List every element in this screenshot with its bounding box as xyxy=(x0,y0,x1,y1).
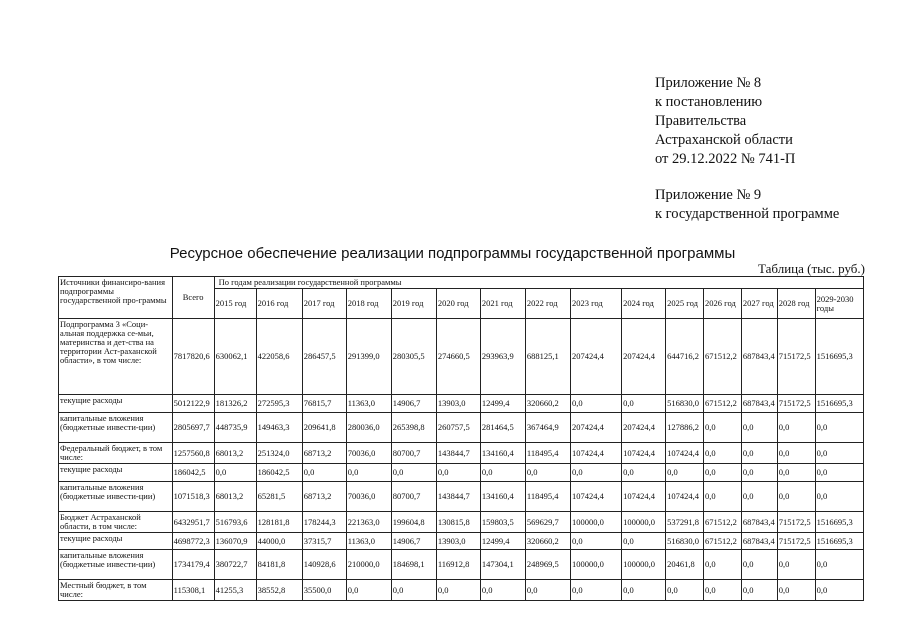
row-value: 68013,2 xyxy=(214,443,256,464)
row-total: 186042,5 xyxy=(172,464,214,482)
row-value: 280036,0 xyxy=(346,413,391,443)
row-value: 248969,5 xyxy=(525,550,570,580)
row-total: 6432951,7 xyxy=(172,512,214,533)
row-value: 41255,3 xyxy=(214,580,256,601)
row-value: 130815,8 xyxy=(436,512,480,533)
row-value: 272595,3 xyxy=(256,395,302,413)
row-total: 1734179,4 xyxy=(172,550,214,580)
row-value: 184698,1 xyxy=(391,550,436,580)
row-value: 0,0 xyxy=(741,413,777,443)
table-row xyxy=(59,395,864,413)
row-value: 687843,4 xyxy=(741,533,777,550)
row-value: 0,0 xyxy=(436,464,480,482)
row-value: 0,0 xyxy=(214,464,256,482)
row-value: 181326,2 xyxy=(214,395,256,413)
row-value: 118495,4 xyxy=(525,482,570,512)
row-value: 70036,0 xyxy=(346,482,391,512)
row-value: 0,0 xyxy=(302,464,346,482)
row-value: 0,0 xyxy=(777,550,815,580)
row-label: капитальные вложения (бюджетные инвести-ции) xyxy=(59,413,173,443)
row-value: 569629,7 xyxy=(525,512,570,533)
row-value: 0,0 xyxy=(525,464,570,482)
row-value: 0,0 xyxy=(704,550,742,580)
appendix-line: Правительства xyxy=(655,113,747,129)
row-value: 715172,5 xyxy=(777,319,815,395)
row-value: 0,0 xyxy=(436,580,480,601)
row-value: 68013,2 xyxy=(214,482,256,512)
row-value: 281464,5 xyxy=(480,413,525,443)
row-value: 0,0 xyxy=(741,443,777,464)
row-value: 0,0 xyxy=(704,413,742,443)
row-value: 143844,7 xyxy=(436,482,480,512)
appendix-line: от 29.12.2022 № 741-П xyxy=(655,151,796,167)
row-value: 37315,7 xyxy=(302,533,346,550)
row-value: 320660,2 xyxy=(525,395,570,413)
row-value: 422058,6 xyxy=(256,319,302,395)
row-value: 100000,0 xyxy=(622,512,666,533)
row-label: Подпрограмма 3 «Соци-альная поддержка се-мьи, материнства и дет-ства на территории Аст-раханской области», в том числе: xyxy=(59,319,173,395)
row-value: 0,0 xyxy=(570,395,621,413)
row-label: текущие расходы xyxy=(59,395,173,413)
row-value: 0,0 xyxy=(815,443,863,464)
row-value: 13903,0 xyxy=(436,395,480,413)
header-year: 2026 год xyxy=(704,289,742,319)
row-value: 118495,4 xyxy=(525,443,570,464)
row-value: 13903,0 xyxy=(436,533,480,550)
row-value: 0,0 xyxy=(777,482,815,512)
row-value: 107424,4 xyxy=(622,482,666,512)
appendix-block xyxy=(655,74,895,224)
table-row xyxy=(59,580,864,601)
row-value: 715172,5 xyxy=(777,512,815,533)
row-value: 0,0 xyxy=(815,413,863,443)
row-value: 12499,4 xyxy=(480,395,525,413)
row-value: 687843,4 xyxy=(741,512,777,533)
row-value: 107424,4 xyxy=(570,443,621,464)
header-years-group: По годам реализации государственной программы xyxy=(214,277,863,289)
row-value: 0,0 xyxy=(777,413,815,443)
row-value: 107424,4 xyxy=(570,482,621,512)
row-value: 178244,3 xyxy=(302,512,346,533)
row-value: 107424,4 xyxy=(666,482,704,512)
table-row xyxy=(59,482,864,512)
row-total: 115308,1 xyxy=(172,580,214,601)
row-value: 0,0 xyxy=(777,443,815,464)
document-title: Ресурсное обеспечение реализации подпрограммы государственной программы xyxy=(169,245,736,262)
row-value: 0,0 xyxy=(666,580,704,601)
row-value: 207424,4 xyxy=(570,413,621,443)
row-value: 687843,4 xyxy=(741,319,777,395)
row-value: 0,0 xyxy=(391,580,436,601)
header-source: Источники финансиро-вания подпрограммы государственной про-граммы xyxy=(59,277,173,319)
header-year: 2029-2030 годы xyxy=(815,289,863,319)
row-value: 0,0 xyxy=(815,482,863,512)
row-value: 221363,0 xyxy=(346,512,391,533)
row-value: 0,0 xyxy=(622,580,666,601)
row-value: 107424,4 xyxy=(666,443,704,464)
row-total: 2805697,7 xyxy=(172,413,214,443)
table-row xyxy=(59,319,864,395)
row-value: 1516695,3 xyxy=(815,395,863,413)
row-value: 35500,0 xyxy=(302,580,346,601)
row-value: 80700,7 xyxy=(391,443,436,464)
row-value: 671512,2 xyxy=(704,512,742,533)
table-row xyxy=(59,512,864,533)
row-value: 274660,5 xyxy=(436,319,480,395)
row-value: 0,0 xyxy=(391,464,436,482)
header-year: 2024 год xyxy=(622,289,666,319)
row-value: 44000,0 xyxy=(256,533,302,550)
row-value: 80700,7 xyxy=(391,482,436,512)
row-value: 134160,4 xyxy=(480,443,525,464)
row-value: 140928,6 xyxy=(302,550,346,580)
row-value: 516830,0 xyxy=(666,395,704,413)
row-value: 186042,5 xyxy=(256,464,302,482)
appendix-line: Астраханской области xyxy=(655,132,793,148)
row-value: 644716,2 xyxy=(666,319,704,395)
row-value: 0,0 xyxy=(480,580,525,601)
row-value: 265398,8 xyxy=(391,413,436,443)
row-value: 291399,0 xyxy=(346,319,391,395)
row-value: 0,0 xyxy=(777,464,815,482)
header-year: 2017 год xyxy=(302,289,346,319)
row-value: 0,0 xyxy=(704,464,742,482)
table-row xyxy=(59,550,864,580)
row-value: 293963,9 xyxy=(480,319,525,395)
row-value: 380722,7 xyxy=(214,550,256,580)
row-value: 715172,5 xyxy=(777,533,815,550)
row-value: 516830,0 xyxy=(666,533,704,550)
row-value: 448735,9 xyxy=(214,413,256,443)
appendix-line: Приложение № 8 xyxy=(655,75,762,91)
header-year: 2018 год xyxy=(346,289,391,319)
row-value: 210000,0 xyxy=(346,550,391,580)
row-value: 715172,5 xyxy=(777,395,815,413)
row-value: 100000,0 xyxy=(570,550,621,580)
row-value: 116912,8 xyxy=(436,550,480,580)
header-year: 2020 год xyxy=(436,289,480,319)
table-caption: Таблица (тыс. руб.) xyxy=(758,261,865,276)
row-label: текущие расходы xyxy=(59,533,173,550)
row-value: 159803,5 xyxy=(480,512,525,533)
table-row xyxy=(59,443,864,464)
row-value: 671512,2 xyxy=(704,395,742,413)
row-value: 14906,7 xyxy=(391,533,436,550)
row-value: 0,0 xyxy=(815,580,863,601)
row-value: 11363,0 xyxy=(346,395,391,413)
row-value: 0,0 xyxy=(525,580,570,601)
header-year: 2023 год xyxy=(570,289,621,319)
row-value: 1516695,3 xyxy=(815,533,863,550)
row-value: 0,0 xyxy=(346,464,391,482)
row-value: 128181,8 xyxy=(256,512,302,533)
row-value: 20461,8 xyxy=(666,550,704,580)
row-value: 260757,5 xyxy=(436,413,480,443)
row-value: 0,0 xyxy=(666,464,704,482)
row-value: 11363,0 xyxy=(346,533,391,550)
row-value: 0,0 xyxy=(622,395,666,413)
resource-table xyxy=(58,276,864,601)
row-value: 136070,9 xyxy=(214,533,256,550)
row-value: 100000,0 xyxy=(622,550,666,580)
header-year: 2016 год xyxy=(256,289,302,319)
row-value: 0,0 xyxy=(741,482,777,512)
row-value: 199604,8 xyxy=(391,512,436,533)
row-value: 70036,0 xyxy=(346,443,391,464)
row-value: 0,0 xyxy=(815,550,863,580)
row-label: Местный бюджет, в том числе: xyxy=(59,580,173,601)
row-value: 280305,5 xyxy=(391,319,436,395)
row-value: 0,0 xyxy=(777,580,815,601)
row-value: 671512,2 xyxy=(704,533,742,550)
row-value: 516793,6 xyxy=(214,512,256,533)
row-total: 4698772,3 xyxy=(172,533,214,550)
row-value: 671512,2 xyxy=(704,319,742,395)
row-value: 127886,2 xyxy=(666,413,704,443)
row-value: 147304,1 xyxy=(480,550,525,580)
row-value: 320660,2 xyxy=(525,533,570,550)
row-value: 100000,0 xyxy=(570,512,621,533)
row-value: 0,0 xyxy=(704,482,742,512)
row-value: 367464,9 xyxy=(525,413,570,443)
appendix-line: к государственной программе xyxy=(655,206,840,222)
row-value: 1516695,3 xyxy=(815,319,863,395)
row-value: 630062,1 xyxy=(214,319,256,395)
row-value: 537291,8 xyxy=(666,512,704,533)
row-value: 207424,4 xyxy=(622,413,666,443)
row-value: 688125,1 xyxy=(525,319,570,395)
row-value: 14906,7 xyxy=(391,395,436,413)
header-total: Всего xyxy=(172,277,214,319)
row-value: 134160,4 xyxy=(480,482,525,512)
row-value: 0,0 xyxy=(704,580,742,601)
row-label: капитальные вложения (бюджетные инвести-ции) xyxy=(59,482,173,512)
row-total: 1071518,3 xyxy=(172,482,214,512)
row-value: 0,0 xyxy=(704,443,742,464)
header-year: 2022 год xyxy=(525,289,570,319)
row-value: 0,0 xyxy=(622,464,666,482)
row-value: 0,0 xyxy=(480,464,525,482)
header-year: 2015 год xyxy=(214,289,256,319)
row-total: 5012122,9 xyxy=(172,395,214,413)
row-value: 143844,7 xyxy=(436,443,480,464)
row-value: 107424,4 xyxy=(622,443,666,464)
row-value: 12499,4 xyxy=(480,533,525,550)
row-value: 68713,2 xyxy=(302,443,346,464)
row-label: капитальные вложения (бюджетные инвести-ции) xyxy=(59,550,173,580)
row-value: 0,0 xyxy=(741,550,777,580)
table-row xyxy=(59,533,864,550)
header-year: 2027 год xyxy=(741,289,777,319)
row-value: 1516695,3 xyxy=(815,512,863,533)
row-label: Федеральный бюджет, в том числе: xyxy=(59,443,173,464)
appendix-line: к постановлению xyxy=(655,94,763,110)
table-row xyxy=(59,413,864,443)
header-year: 2028 год xyxy=(777,289,815,319)
row-value: 207424,4 xyxy=(570,319,621,395)
appendix-line: Приложение № 9 xyxy=(655,187,762,203)
row-value: 0,0 xyxy=(815,464,863,482)
row-value: 0,0 xyxy=(346,580,391,601)
row-label: текущие расходы xyxy=(59,464,173,482)
row-value: 0,0 xyxy=(570,464,621,482)
row-label: Бюджет Астраханской области, в том числе: xyxy=(59,512,173,533)
row-value: 38552,8 xyxy=(256,580,302,601)
table-row xyxy=(59,464,864,482)
row-value: 149463,3 xyxy=(256,413,302,443)
row-value: 0,0 xyxy=(741,580,777,601)
row-total: 7817820,6 xyxy=(172,319,214,395)
row-value: 209641,8 xyxy=(302,413,346,443)
row-value: 65281,5 xyxy=(256,482,302,512)
row-value: 251324,0 xyxy=(256,443,302,464)
row-value: 76815,7 xyxy=(302,395,346,413)
header-year: 2019 год xyxy=(391,289,436,319)
row-value: 0,0 xyxy=(570,533,621,550)
row-total: 1257560,8 xyxy=(172,443,214,464)
row-value: 0,0 xyxy=(741,464,777,482)
header-year: 2021 год xyxy=(480,289,525,319)
row-value: 68713,2 xyxy=(302,482,346,512)
row-value: 84181,8 xyxy=(256,550,302,580)
row-value: 0,0 xyxy=(570,580,621,601)
header-year: 2025 год xyxy=(666,289,704,319)
row-value: 286457,5 xyxy=(302,319,346,395)
row-value: 687843,4 xyxy=(741,395,777,413)
row-value: 0,0 xyxy=(622,533,666,550)
row-value: 207424,4 xyxy=(622,319,666,395)
